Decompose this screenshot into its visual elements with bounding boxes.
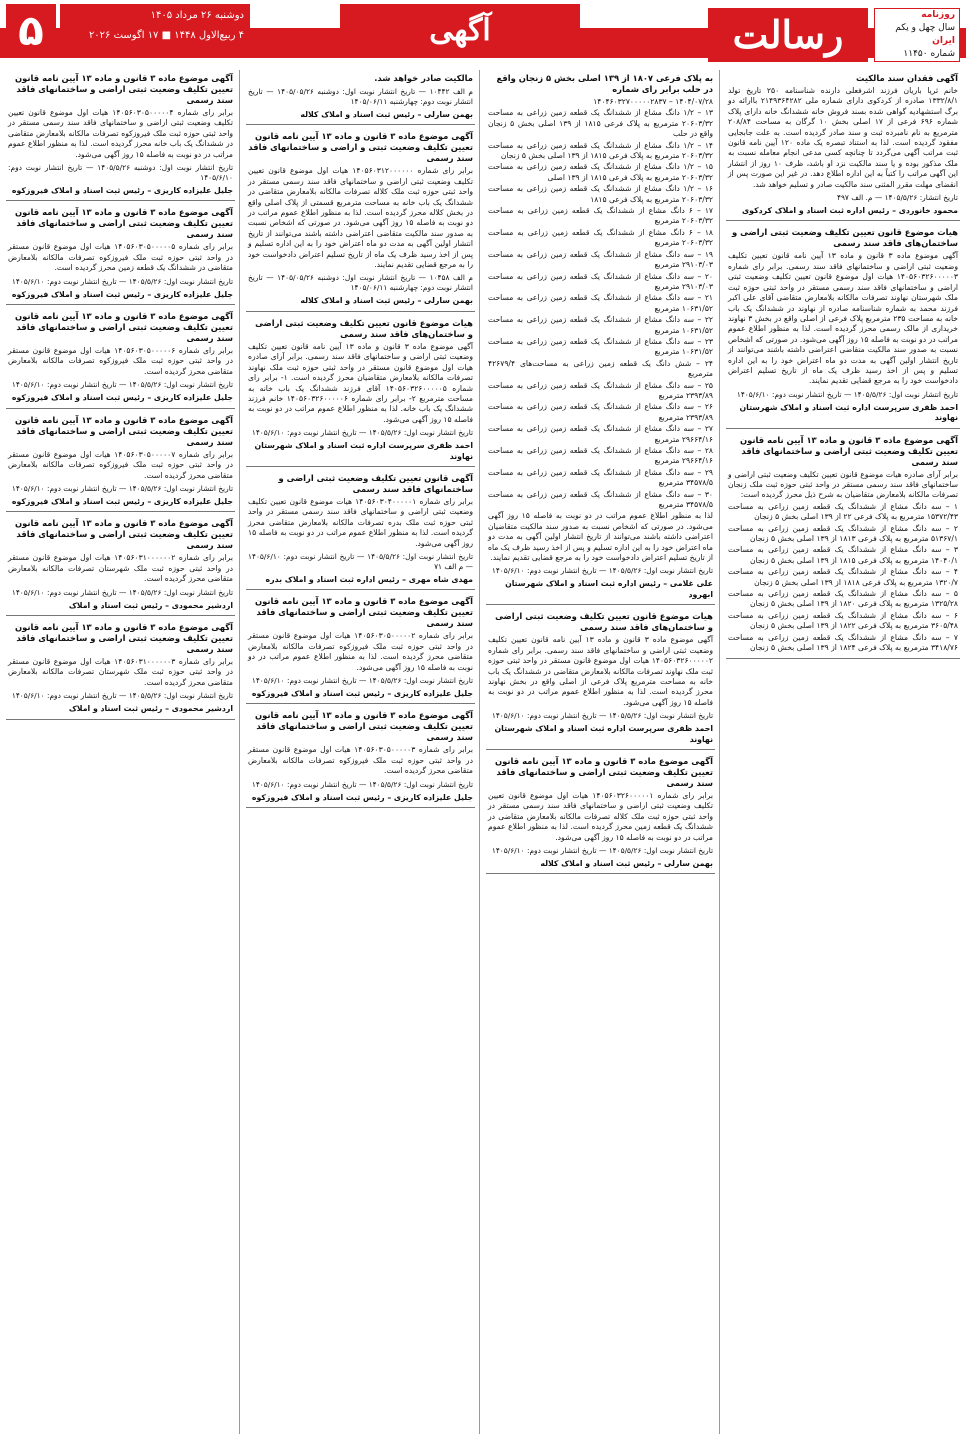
column-3 [246, 70, 480, 1434]
notice-list-item: ۲۴ – شش دانگ یک قطعه زمین زراعی به مساحت‌های ۴۲۶۷۹/۴ مترمربع [488, 358, 713, 379]
notice-list-item: ۲۱ – سه دانگ مشاع از ششدانگ یک قطعه زمین زراعی به مساحت ۱۰۶۳۱/۵۲ مترمربع [488, 293, 713, 313]
notice-title: آگهی موضوع ماده ۳ قانون و ماده ۱۳ آیین نامه قانون تعیین تکلیف وضعیت ثبتی اراضی و ساختمانهای فاقد سند رسمی [14, 207, 233, 240]
notice-dates: تاریخ انتشار نوبت اول: ۱۴۰۵/۵/۲۶ — تاریخ انتشار نوبت دوم: ۱۴۰۵/۶/۱۰ [491, 845, 713, 855]
notice-block [6, 412, 235, 513]
notice-block [6, 515, 235, 616]
notice-block [486, 608, 715, 750]
notice-title: آگهی موضوع ماده ۳ قانون و ماده ۱۳ آیین نامه قانون تعیین تکلیف وضعیت ثبتی اراضی و ساختمانهای فاقد سند رسمی [14, 311, 233, 344]
notice-list-item: ۱۴۰۴/۰۷/۲۸ – ۱۴۰۴۶۰۳۲۷۰۰۰۰۰۲۸۳۷ [593, 97, 713, 106]
column-4 [6, 70, 240, 1434]
notice-dates: تاریخ انتشار نوبت اول: ۱۴۰۵/۵/۲۶ — تاریخ انتشار نوبت دوم: ۱۴۰۵/۶/۱۰ [251, 779, 473, 789]
notice-signature: جلیل علیزاده کاریزی – رئیس ثبت اسناد و املاک فیروزکوه [11, 186, 233, 196]
notice-body: برابر رای شماره ۱۴۰۵۶۰۳۰۴۰۰۰۰۰۱ هیات موضوع قانون تعیین تکلیف وضعیت ثبتی اراضی و ساختمانهای فاقد سند رسمی مستقر در واحد ثبتی حوزه ثبت ملک بدره تصرفات مالکانه بلامعارض متقاضی محرز گردیده است. لذا به منظور اطلاع عموم مراتب در دو نوبت به فاصله ۱۵ روز آگهی می‌شود. [248, 496, 473, 548]
notice-list-item: ۲۰ – سه دانگ مشاع از ششدانگ یک قطعه زمین زراعی به مساحت ۲۹۱۰۳/۰۳ مترمربع [488, 271, 713, 291]
notice-dates: تاریخ انتشار نوبت اول: ۱۴۰۵/۵/۲۶ — تاریخ انتشار نوبت دوم: ۱۴۰۵/۶/۱۰ [251, 428, 473, 438]
notice-list-item: ۲۹ – سه دانگ مشاع از ششدانگ یک قطعه زمین زراعی به مساحت ۳۴۵۷۸/۵ مترمربع [488, 467, 713, 488]
section-title: آگهی [340, 4, 580, 58]
notice-list-item: ۲۷ – سه دانگ مشاع از ششدانگ یک قطعه زمین زراعی به مساحت ۲۹۶۶۴/۱۶ مترمربع [488, 424, 713, 444]
notice-title: آگهی موضوع ماده ۳ قانون و ماده ۱۳ آیین نامه قانون تعیین تکلیف وضعیت ثبتی اراضی و ساختمانهای فاقد سند رسمی [14, 414, 233, 447]
notice-title: هیات موضوع قانون تعیین تکلیف وضعیت ثبتی اراضی و ساختمان‌های فاقد سند رسمی [495, 611, 713, 633]
notice-title: آگهی موضوع ماده ۳ قانون و ماده ۱۳ آیین نامه قانون تعیین تکلیف وضعیت ثبتی اراضی و ساختمانهای فاقد سند رسمی [254, 596, 473, 629]
notice-list-item: ۱۹ – سه دانگ مشاع از ششدانگ یک قطعه زمین زراعی به مساحت ۲۹۱۰۳/۰۳ مترمربع [488, 249, 713, 270]
notice-block [246, 315, 475, 467]
column-2 [486, 70, 720, 1434]
notice-title: مالکیت صادر خواهد شد. [374, 73, 473, 83]
notice-title: آگهی موضوع ماده ۳ قانون و ماده ۱۳ آیین نامه قانون تعیین تکلیف وضعیت ثبتی اراضی و ساختمانهای فاقد سند رسمی [254, 710, 473, 743]
notice-signature: جلیل علیزاده کاریزی – رئیس ثبت اسناد و املاک فیروزکوه [251, 689, 473, 698]
newspaper-logo: رسالت [708, 8, 868, 62]
notice-block [6, 204, 235, 305]
notice-signature: علی غلامی – رئیس اداره ثبت اسناد و املاک شهرستان ابهرود [505, 579, 713, 599]
page-number: ۵ [6, 4, 56, 58]
notice-dates: م الف ۱۰۴۴۲ — تاریخ انتشار نوبت اول: دوشنبه ۱۴۰۵/۰۵/۲۶ — تاریخ انتشار نوبت دوم: چهارشنبه ۱۴۰۵/۰۶/۱۱ [248, 87, 473, 106]
notice-dates: تاریخ انتشار نوبت اول: ۱۴۰۵/۵/۲۶ — تاریخ انتشار نوبت دوم: ۱۴۰۵/۶/۱۰ [11, 587, 233, 597]
notice-dates: تاریخ انتشار نوبت اول: ۱۴۰۵/۵/۲۶ — تاریخ انتشار نوبت دوم: ۱۴۰۵/۶/۱۰ [11, 483, 233, 493]
notice-body: برابر رای شماره ۱۴۰۵۶۰۳۰۵۰۰۰۰۰۴ هیات اول موضوع قانون تعیین تکلیف وضعیت ثبتی اراضی و ساختمانهای فاقد سند رسمی مستقر در واحد ثبتی حوزه ثبت ملک فیروزکوه تصرفات مالکانه بلامعارض متقاضی در ششدانگ یک باب خانه محرز گردیده است. لذا به منظور اطلاع عموم مراتب در دو نوبت به فاصله ۱۵ روز آگهی می‌شود. [8, 108, 233, 159]
notice-list-item: ۱ – سه دانگ مشاع از ششدانگ یک قطعه زمین زراعی به مساحت ۱۵۳۷۲/۴۳ مترمربع به پلاک فرعی ۲۲ از ۱۳۹ اصلی بخش ۵ زنجان [728, 501, 958, 522]
notice-dates: تاریخ انتشار نوبت اول: ۱۴۰۵/۵/۲۶ — تاریخ انتشار نوبت دوم: ۱۴۰۵/۶/۱۰ [736, 389, 958, 399]
notice-dates: تاریخ انتشار نوبت اول: ۱۴۰۵/۵/۲۶ — تاریخ انتشار نوبت دوم: ۱۴۰۵/۶/۱۰ [11, 276, 233, 286]
notice-body: برابر رای شماره ۱۴۰۵۶۰۳۰۵۰۰۰۰۰۶ هیات اول موضوع قانون مستقر در واحد ثبتی حوزه ثبت ملک فیروزکوه تصرفات مالکانه بلامعارض متقاضی محرز گردیده است. [8, 346, 233, 376]
meta-newspaper: روزنامه [921, 10, 955, 20]
notice-block [6, 308, 235, 409]
notice-title: آگهی موضوع ماده ۳ قانون و ماده ۱۳ آیین نامه قانون تعیین تکلیف وضعیت ثبتی اراضی و ساختمانهای فاقد سند رسمی [494, 755, 713, 788]
column-1 [726, 70, 960, 1434]
notice-body: خانم ثریا باریان فرزند اشرفعلی دارنده شناسنامه ۲۵۰ تاریخ تولد ۱۳۳۲/۸/۱ صادره از کردکوی دارای شماره ملی ۲۱۴۹۳۶۴۲۸۲ باارائه دو برگ استشهادیه گواهی شده بسند فروش خانه ششدانگ خانه دارای پلاک شماره ۶۹۶ فرعی از ۱۷ اصلی بخش ۱۰ گرگان به مساحت ۲۰۸/۸۴ مترمربع به نام نامبرده ثبت و سند صادر گردیده است. به علت جابجایی مفقود گردیده است. لذا به استناد تبصره یک ماده ۱۲۰ آیین نامه قانون ثبت مراتب آگهی می‌گردد تا چنانچه کسی مدعی انجام معامله نسبت به ملک مذکور بوده و یا سند مالکیت نزد او باشد، ظرف ۱۰ روز از انتشار این آگهی مراتب را کتباً به این اداره اطلاع دهد. در غیر این صورت پس از انقضای مهلت مقرر المثنی سند مالکیت صادر و تسلیم خواهد شد. [728, 86, 959, 189]
notice-block [6, 70, 235, 201]
notice-list-item: ۱۵ – ۱/۲ دانگ مشاع از ششدانگ یک قطعه زمین زراعی به مساحت ۲۰۶۰۳/۳۲ مترمربع به پلاک فرعی ۱۸۱۵ از ۱۳۹ اصلی [488, 162, 713, 182]
notice-signature: محمود خانوردی – رئیس اداره ثبت اسناد و املاک کردکوی [742, 206, 958, 216]
notice-dates: تاریخ انتشار نوبت اول: ۱۴۰۵/۵/۲۶ — تاریخ انتشار نوبت دوم: ۱۴۰۵/۶/۱۰ — م الف ۷۱ [248, 551, 474, 571]
notice-body: برابر رای شماره ۱۴۰۵۶۰۳۰۵۰۰۰۰۰۳ هیات اول موضوع قانون مستقر در واحد ثبتی حوزه ثبت ملک فیروزکوه تصرفات مالکانه بلامعارض متقاضی محرز گردیده است. [248, 745, 473, 776]
notice-block [6, 619, 235, 720]
notice-block [486, 753, 715, 874]
meta-year: سال چهل و یکم [895, 23, 955, 33]
notice-dates: تاریخ انتشار نوبت اول: ۱۴۰۵/۵/۲۶ — تاریخ انتشار نوبت دوم: ۱۴۰۵/۶/۱۰ [491, 566, 713, 576]
masthead-meta [874, 8, 960, 62]
notice-signature: بهمن سارلی – رئیس ثبت اسناد و املاک کلاله [540, 858, 713, 868]
notice-list-item: ۷ – سه دانگ مشاع از ششدانگ یک قطعه زمین زراعی به مساحت ۳۴۱۸/۷۶ مترمربع به پلاک فرعی ۱۸۲۴ از ۱۳۹ اصلی بخش ۵ زنجان [728, 632, 958, 653]
date-persian: دوشنبه ۲۶ مرداد ۱۴۰۵ [150, 10, 244, 21]
notice-title: به پلاک فرعی ۱۸۰۷ از ۱۳۹ اصلی بخش ۵ زنجان واقع در حلب برابر رای شماره [496, 73, 713, 94]
notice-body: برابر آرای صادره هیات موضوع قانون تعیین تکلیف وضعیت ثبتی اراضی و ساختمانهای فاقد سند رسمی مستقر در واحد ثبتی حوزه ثبت ملک زنجان تصرفات مالکانه بلامعارض متقاضیان به شرح ذیل محرز گردیده است: [728, 469, 958, 500]
notice-body: برابر رای شماره ۱۴۰۵۶۰۳۰۵۰۰۰۰۰۲ هیات اول موضوع قانون مستقر در واحد ثبتی حوزه ثبت ملک فیروزکوه تصرفات مالکانه بلامعارض متقاضی محرز گردیده است. لذا به منظور اطلاع عموم مراتب در دو نوبت به فاصله ۱۵ روز آگهی می‌شود. [248, 631, 473, 672]
notice-signature: مهدی شاه مهری – رئیس اداره ثبت اسناد و املاک بدره [265, 574, 473, 584]
notice-block [486, 70, 715, 605]
masthead [700, 4, 960, 64]
notice-body: برابر رای شماره ۱۴۰۵۶۰۳۱۲۰۰۰۰۰۰ هیات اول موضوع قانون تعیین تکلیف وضعیت ثبتی اراضی و ساختمانهای فاقد سند رسمی مستقر در واحد ثبتی حوزه ثبت ملک کلاله تصرفات مالکانه بلامعارض متقاضی در ششدانگ یک باب خانه به مساحت مترمربع قسمتی از پلاک اصلی واقع در بخش کلاله محرز گردیده است. لذا به منظور اطلاع عموم مراتب در دو نوبت به فاصله ۱۵ روز آگهی می‌شود. در صورتی که اشخاص نسبت به صدور سند مالکیت متقاضی اعتراضی داشته باشند می‌توانند از تاریخ انتشار اولین آگهی به مدت دو ماه اعتراض خود را به این اداره تسلیم و پس از اخذ رسید ظرف یک ماه از تاریخ تسلیم اعتراض دادخواست خود را به مرجع قضایی تقدیم نمایند. [248, 166, 473, 270]
notice-block [726, 432, 960, 660]
notice-block [726, 224, 960, 428]
notice-list-item: ۱۴ – ۱/۲ دانگ مشاع از ششدانگ یک قطعه زمین زراعی به مساحت ۲۰۶۰۳/۳۲ مترمربع به پلاک فرعی ۱۸۱۵ از ۱۳۹ اصلی بخش ۵ زنجان [488, 140, 713, 161]
notice-block [726, 70, 960, 221]
notice-body: برابر رای شماره ۱۴۰۵۶۰۳۱۰۰۰۰۰۰۳ هیات اول موضوع قانون مستقر در واحد ثبتی حوزه ثبت ملک شهرستان تصرفات مالکانه بلامعارض متقاضی محرز گردیده است. [8, 656, 233, 687]
notice-list-item: ۱۶ – ۱/۲ دانگ مشاع از ششدانگ یک قطعه زمین زراعی به مساحت ۲۰۶۰۳/۳۲ مترمربع به پلاک فرعی ۱۸۱۵ [488, 184, 713, 204]
notice-list-item: ۱۳ – ۱/۲ دانگ مشاع از ششدانگ یک قطعه زمین زراعی به مساحت ۲۰۶۰۳/۳۲ مترمربع به پلاک فرعی ۱۸۱۵ از ۱۳۹ اصلی بخش ۵ زنجان واقع در حلب [488, 108, 714, 139]
notice-body: برابر رای شماره ۱۴۰۵۶۰۳۰۵۰۰۰۰۰۵ هیات اول موضوع قانون مستقر در واحد ثبتی حوزه ثبت ملک فیروزکوه تصرفات مالکانه بلامعارض متقاضی در ششدانگ یک قطعه زمین محرز گردیده است. [8, 242, 233, 273]
notice-block [246, 128, 475, 311]
notice-title: آگهی موضوع ماده ۳ قانون و ماده ۱۳ آیین نامه قانون تعیین تکلیف وضعیت ثبتی اراضی و ساختمانهای فاقد سند رسمی [14, 621, 233, 654]
notice-signature: بهمن سارلی – رئیس ثبت اسناد و املاک کلاله [300, 296, 473, 306]
notice-dates: تاریخ انتشار نوبت اول: ۱۴۰۵/۵/۲۶ — تاریخ انتشار نوبت دوم: ۱۴۰۵/۶/۱۰ [11, 380, 233, 390]
notice-list-item: ۲۶ – سه دانگ مشاع از ششدانگ یک قطعه زمین زراعی به مساحت ۲۳۹۳/۸۹ مترمربع [488, 402, 713, 422]
page-header [0, 0, 966, 66]
notice-signature: احمد ظفری سرپرست اداره ثبت اسناد و املاک شهرستان نهاوند [494, 724, 713, 744]
notice-title: آگهی موضوع ماده ۳ قانون و ماده ۱۳ آیین نامه قانون تعیین تکلیف وضعیت ثبتی و اراضی و ساختمانهای فاقد سند رسمی [248, 131, 473, 164]
notice-dates: تاریخ انتشار نوبت اول: دوشنبه ۱۴۰۵/۵/۲۶ — تاریخ انتشار نوبت دوم: ۱۴۰۵/۶/۱۰ [8, 163, 234, 183]
notice-list-item: ۱۷ – ۶ دانگ مشاع از ششدانگ یک قطعه زمین زراعی به مساحت ۲۰۶۰۳/۳۲ مترمربع [488, 206, 713, 226]
notice-list-item: ۵ – سه دانگ مشاع از ششدانگ یک قطعه زمین زراعی به مساحت ۱۳۲۵/۲۸ مترمربع به پلاک فرعی ۱۸۲۰ از ۱۳۹ اصلی بخش ۵ زنجان [728, 589, 958, 609]
date-block [60, 4, 250, 58]
notice-body: آگهی موضوع ماده ۳ قانون و ماده ۱۳ آیین نامه قانون تعیین تکلیف وضعیت ثبتی اراضی و ساختمانهای فاقد سند رسمی. برابر رای شماره ۱۴۰۵۶۰۳۲۶۰۰۰۰۰۳ هیات اول موضوع قانون تعیین تکلیف وضعیت ثبتی اراضی و ساختمانهای فاقد سند رسمی مستقر در واحد ثبتی حوزه ثبت ملک شهرستان نهاوند تصرفات مالکانه بلامعارض متقاضی آقای علی اکبر فرزند محمد به شماره شناسنامه صادره از نهاوند در ششدانگ یک باب خانه به مساحت ۲۳۵ مترمربع پلاک فرعی از اصلی واقع در بخش ۳ نهاوند خریداری از مالک رسمی محرز گردیده است. لذا به منظور اطلاع عموم مراتب در دو نوبت به فاصله ۱۵ روز آگهی می‌شود. در صورتی که اشخاص نسبت به صدور سند مالکیت متقاضی اعتراضی داشته باشند می‌توانند از تاریخ انتشار اولین آگهی به مدت دو ماه اعتراض خود را به این اداره تسلیم و پس از اخذ رسید ظرف یک ماه از تاریخ تسلیم اعتراض دادخواست خود را به مرجع قضایی تقدیم نمایند. [728, 251, 959, 386]
notice-title: آگهی موضوع ماده ۳ قانون و ماده ۱۳ آیین نامه قانون تعیین تکلیف وضعیت ثبتی اراضی و ساختمانهای فاقد سند رسمی [14, 518, 233, 551]
notice-list-item: ۳ – سه دانگ مشاع از ششدانگ یک قطعه زمین زراعی به مساحت ۱۴۰۴۰/۱ مترمربع به پلاک فرعی ۱۸۱۵ از ۱۳۹ اصلی بخش ۵ زنجان [728, 545, 958, 565]
notice-signature: اردشیر محمودی – رئیس ثبت اسناد و املاک [68, 600, 233, 610]
notice-title: آگهی موضوع ماده ۳ قانون و ماده ۱۳ آیین نامه قانون تعیین تکلیف وضعیت ثبتی اراضی و ساختمانهای فاقد سند رسمی [14, 73, 233, 105]
notice-dates: تاریخ انتشار: ۱۴۰۵/۵/۲۶ — م. الف ۴۹۷ [836, 193, 958, 203]
notice-dates: تاریخ انتشار نوبت اول: ۱۴۰۵/۵/۲۶ — تاریخ انتشار نوبت دوم: ۱۴۰۵/۶/۱۰ [11, 691, 233, 701]
notice-block [246, 593, 475, 704]
notice-list-item: ۲۳ – سه دانگ مشاع از ششدانگ یک قطعه زمین زراعی به مساحت ۱۰۶۳۱/۵۲ مترمربع [488, 336, 713, 357]
notice-body: برابر رای شماره ۱۴۰۵۶۰۳۱۰۰۰۰۰۰۲ هیات اول موضوع قانون مستقر در واحد ثبتی حوزه ثبت ملک شهرستان تصرفات مالکانه بلامعارض متقاضی محرز گردیده است. [8, 553, 233, 584]
notice-title: هیات موضوع قانون تعیین تکلیف وضعیت ثبتی اراضی و ساختمان‌های فاقد سند رسمی [732, 227, 958, 249]
notice-list-item: ۲ – سه دانگ مشاع از ششدانگ یک قطعه زمین زراعی به مساحت ۵۱۳۶۷/۱ مترمربع به پلاک فرعی ۱۸۱۳ از ۱۳۹ اصلی بخش ۵ زنجان [728, 523, 958, 543]
notice-list-item: ۲۲ – سه دانگ مشاع از ششدانگ یک قطعه زمین زراعی به مساحت ۱۰۶۳۱/۵۲ مترمربع [488, 315, 713, 335]
ad-columns [6, 70, 960, 1434]
notice-list-item: ۳۰ – سه دانگ مشاع از ششدانگ یک قطعه زمین زراعی به مساحت ۳۴۵۷۸/۵ مترمربع [488, 489, 713, 510]
notice-body: برابر رای شماره ۱۴۰۵۶۰۳۰۵۰۰۰۰۰۷ هیات اول موضوع قانون مستقر در واحد ثبتی حوزه ثبت ملک فیروزکوه تصرفات مالکانه بلامعارض متقاضی محرز گردیده است. [8, 449, 233, 480]
notice-list-item: ۴ – سه دانگ مشاع از ششدانگ یک قطعه زمین زراعی به مساحت ۱۳۲۰/۷ مترمربع به پلاک فرعی ۱۸۱۸ از ۱۳۹ اصلی بخش ۵ زنجان [728, 567, 958, 587]
notice-dates: تاریخ انتشار نوبت اول: ۱۴۰۵/۵/۲۶ — تاریخ انتشار نوبت دوم: ۱۴۰۵/۶/۱۰ [251, 676, 473, 685]
meta-country: ایران [932, 36, 955, 46]
notice-signature: احمد ظفری سرپرست اداره ثبت اسناد و املاک شهرستان نهاوند [739, 402, 958, 423]
notice-signature: بهمن سارلی – رئیس ثبت اسناد و املاک کلاله [300, 110, 473, 119]
notice-list-item: ۶ – سه دانگ مشاع از ششدانگ یک قطعه زمین زراعی به مساحت ۳۶۰۵/۴۸ مترمربع به پلاک فرعی ۱۸۲۲ از ۱۳۹ اصلی بخش ۵ زنجان [728, 610, 958, 631]
notice-signature: جلیل علیزاده کاریزی – رئیس ثبت اسناد و املاک فیروزکوه [11, 496, 233, 506]
notice-signature: جلیل علیزاده کاریزی – رئیس ثبت اسناد و املاک فیروزکوه [11, 393, 233, 403]
notice-block [246, 707, 475, 808]
notice-title: آگهی قانون تعیین تکلیف وضعیت ثبتی اراضی و ساختمانهای فاقد سند رسمی [278, 472, 473, 494]
notice-body: برابر رای شماره ۱۴۰۵۶۰۳۲۶۰۰۰۰۰۱ هیات اول موضوع قانون تعیین تکلیف وضعیت ثبتی اراضی و ساختمانهای فاقد سند رسمی مستقر در واحد ثبتی حوزه ثبت ملک کلاله تصرفات مالکانه بلامعارض متقاضی در ششدانگ یک قطعه زمین محرز گردیده است. لذا به منظور اطلاع عموم مراتب در دو نوبت به فاصله ۱۵ روز آگهی می‌شود. [488, 790, 713, 842]
notice-block [246, 470, 475, 590]
meta-issue: شماره ۱۱۴۵۰ [903, 49, 955, 59]
date-secondary: ۴ ربیع‌الاول ۱۴۴۸ ■ ۱۷ اگوست ۲۰۲۶ [88, 30, 244, 41]
notice-block [246, 70, 475, 125]
notice-dates: م الف ۱۰۴۵۸ — تاریخ انتشار نوبت اول: دوشنبه ۱۴۰۵/۰۵/۲۶ — تاریخ انتشار نوبت دوم: چهارشنبه ۱۴۰۵/۰۶/۱۱ [248, 273, 473, 293]
notice-body: آگهی موضوع ماده ۳ قانون و ماده ۱۳ آیین نامه قانون تعیین تکلیف وضعیت ثبتی اراضی و ساختمانهای فاقد سند رسمی. برابر رای شماره ۱۴۰۵۶۰۳۲۶۰۰۰۰۰۲ هیات اول موضوع قانون مستقر در واحد ثبتی حوزه ثبت ملک نهاوند تصرفات مالکانه بلامعارض متقاضی در ششدانگ یک باب خانه به مساحت مترمربع پلاک فرعی از اصلی واقع در بخش نهاوند محرز گردیده است. لذا به منظور اطلاع عموم مراتب در دو نوبت به فاصله ۱۵ روز آگهی می‌شود. [488, 635, 713, 707]
notice-signature: اردشیر محمودی – رئیس ثبت اسناد و املاک [68, 704, 233, 714]
notice-list-item: ۲۵ – سه دانگ مشاع از ششدانگ یک قطعه زمین زراعی به مساحت ۲۳۹۳/۸۹ مترمربع [488, 380, 713, 400]
notice-title: هیات موضوع قانون تعیین تکلیف وضعیت ثبتی اراضی و ساختمان‌های فاقد سند رسمی [255, 317, 473, 339]
notice-signature: جلیل علیزاده کاریزی – رئیس ثبت اسناد و املاک فیروزکوه [251, 792, 473, 802]
notice-list-item: ۲۸ – سه دانگ مشاع از ششدانگ یک قطعه زمین زراعی به مساحت ۲۹۶۶۴/۱۶ مترمربع [488, 446, 713, 466]
notice-body: آگهی موضوع ماده ۳ قانون و ماده ۱۳ آیین نامه قانون تعیین تکلیف وضعیت ثبتی اراضی و ساختمانهای فاقد سند رسمی. برابر آرای صادره هیات اول موضوع قانون مستقر در واحد ثبتی حوزه ثبت ملک نهاوند تصرفات مالکانه بلامعارض متقاضیان محرز گردیده است. ۱- برابر رای شماره ۱۴۰۵۶۰۳۲۶۰۰۰۰۰۵ آقای فرزند ششدانگ یک باب خانه به مساحت مترمربع ۲- برابر رای شماره ۱۴۰۵۶۰۳۲۶۰۰۰۰۰۶ خانم فرزند ششدانگ یک باب خانه. لذا به منظور اطلاع عموم مراتب در دو نوبت به فاصله ۱۵ روز آگهی می‌شود. [248, 341, 473, 424]
notice-signature: احمد ظفری سرپرست اداره ثبت اسناد و املاک شهرستان نهاوند [254, 441, 473, 461]
notice-title: آگهی فقدان سند مالکیت [856, 73, 958, 83]
notice-body: لذا به منظور اطلاع عموم مراتب در دو نوبت به فاصله ۱۵ روز آگهی می‌شود. در صورتی که اشخاص نسبت به صدور سند مالکیت متقاضیان اعتراضی داشته باشند می‌توانند از تاریخ انتشار اولین آگهی به مدت دو ماه اعتراض خود را به این اداره تسلیم و پس از اخذ رسید ظرف یک ماه از تاریخ تسلیم اعتراض دادخواست خود را به مرجع قضایی تقدیم نمایند. [488, 511, 713, 563]
notice-title: آگهی موضوع ماده ۳ قانون و ماده ۱۳ آیین نامه قانون تعیین تکلیف وضعیت ثبتی اراضی و ساختمانهای فاقد سند رسمی [739, 434, 958, 467]
notice-list-item: ۱۸ – ۶ دانگ مشاع از ششدانگ یک قطعه زمین زراعی به مساحت ۲۰۶۰۳/۳۲ مترمربع [488, 227, 713, 248]
notice-dates: تاریخ انتشار نوبت اول: ۱۴۰۵/۵/۲۶ — تاریخ انتشار نوبت دوم: ۱۴۰۵/۶/۱۰ [491, 711, 713, 721]
notice-signature: جلیل علیزاده کاریزی – رئیس ثبت اسناد و املاک فیروزکوه [11, 289, 233, 299]
